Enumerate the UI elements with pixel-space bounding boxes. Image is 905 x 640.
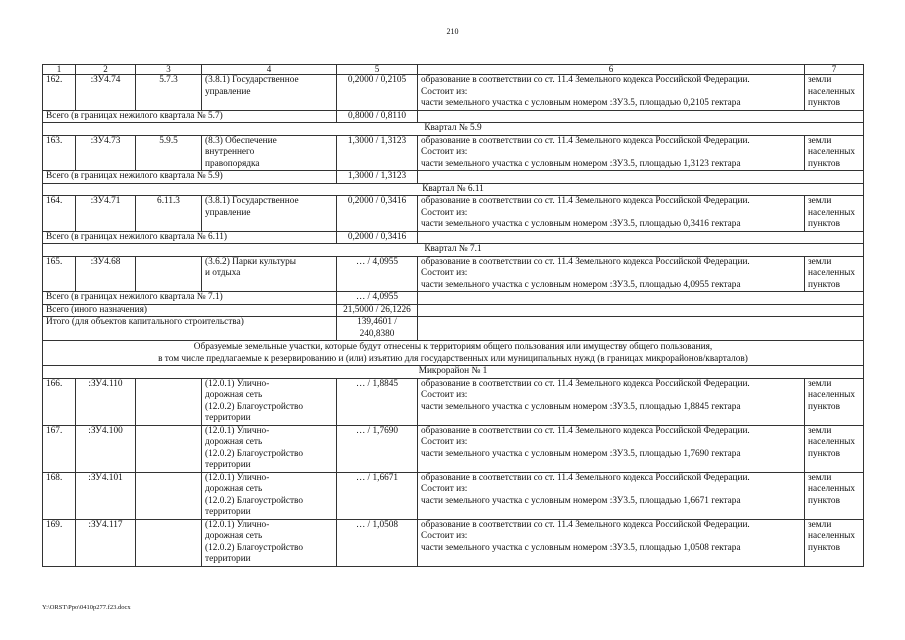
- zone-code: [136, 378, 202, 425]
- formation-method-line: Состоит из:: [421, 207, 468, 218]
- table-row: [43, 256, 864, 292]
- total-row: [43, 317, 864, 341]
- formation-method-line: Состоит из:: [421, 86, 468, 97]
- plot-area: 0,2000 / 0,2105: [337, 75, 418, 111]
- land-category-line: земли: [808, 196, 832, 206]
- section-row: [43, 244, 864, 257]
- plot-code: :ЗУ4.117: [76, 519, 136, 566]
- permitted-use: [202, 75, 337, 111]
- land-category-line: населенных: [808, 484, 856, 494]
- formation-method-line: Состоит из:: [421, 484, 468, 494]
- permitted-use-line: территории: [205, 554, 251, 564]
- permitted-use-line: (3.6.2) Парки культуры: [205, 256, 297, 267]
- formation-method-line: образование в соответствии со ст. 11.4 Земельного кодекса Российской Федерации.: [421, 425, 750, 436]
- permitted-use-line: управление: [205, 207, 251, 218]
- column-header: 1: [43, 65, 76, 75]
- formation-method: [418, 425, 805, 472]
- permitted-use-line: (12.0.1) Улично-: [205, 378, 270, 389]
- land-category-line: пунктов: [808, 495, 840, 506]
- permitted-use: [202, 256, 337, 292]
- table-body: [43, 65, 864, 567]
- formation-method: [418, 196, 805, 232]
- permitted-use-line: (3.8.1) Государственное: [205, 196, 299, 206]
- total-row: [43, 171, 864, 184]
- formation-method-line: образование в соответствии со ст. 11.4 Земельного кодекса Российской Федерации.: [421, 135, 750, 146]
- permitted-use-line: дорожная сеть: [205, 531, 263, 541]
- zone-code: [136, 256, 202, 292]
- section-row: [43, 183, 864, 196]
- formation-method-line: образование в соответствии со ст. 11.4 Земельного кодекса Российской Федерации.: [421, 196, 750, 206]
- formation-method-line: Состоит из:: [421, 268, 468, 278]
- zone-code: 5.9.5: [136, 135, 202, 171]
- plot-area: … / 1,6671: [337, 472, 418, 519]
- plot-code: :ЗУ4.68: [76, 256, 136, 292]
- land-category: [805, 519, 864, 566]
- empty-cell: [418, 110, 864, 123]
- permitted-use-line: дорожная сеть: [205, 437, 263, 447]
- permitted-use-line: правопорядка: [205, 158, 260, 169]
- formation-method-line: образование в соответствии со ст. 11.4 Земельного кодекса Российской Федерации.: [421, 75, 750, 85]
- table-row: [43, 75, 864, 111]
- permitted-use: [202, 472, 337, 519]
- zone-code: [136, 519, 202, 566]
- land-category: [805, 425, 864, 472]
- page-number: 210: [446, 27, 459, 36]
- permitted-use-line: (8.3) Обеспечение: [205, 135, 277, 146]
- permitted-use-line: (12.0.2) Благоустройство: [205, 542, 304, 553]
- permitted-use-line: (3.8.1) Государственное: [205, 75, 299, 85]
- table-row: [43, 425, 864, 472]
- header-row: [43, 65, 864, 75]
- land-category-line: пунктов: [808, 542, 840, 553]
- permitted-use-line: внутреннего: [205, 147, 255, 157]
- total-value: 21,5000 / 26,1226: [337, 304, 418, 317]
- row-number: 163.: [43, 135, 76, 171]
- row-number: 165.: [43, 256, 76, 292]
- row-number: 162.: [43, 75, 76, 111]
- permitted-use-line: (12.0.2) Благоустройство: [205, 401, 304, 412]
- land-category-line: земли: [808, 256, 832, 267]
- formation-method-line: части земельного участка с условным номером :ЗУ3.5, площадью 1,6671 гектара: [421, 495, 741, 506]
- formation-method: [418, 75, 805, 111]
- zone-code: [136, 425, 202, 472]
- land-category: [805, 378, 864, 425]
- formation-method-line: части земельного участка с условным номером :ЗУ3.5, площадью 1,3123 гектара: [421, 158, 741, 169]
- row-number: 169.: [43, 519, 76, 566]
- plot-area: … / 1,0508: [337, 519, 418, 566]
- empty-cell: [418, 317, 864, 341]
- formation-method-line: образование в соответствии со ст. 11.4 Земельного кодекса Российской Федерации.: [421, 519, 750, 530]
- formation-method: [418, 135, 805, 171]
- column-header: 2: [76, 65, 136, 75]
- empty-cell: [418, 171, 864, 184]
- plot-area: … / 1,7690: [337, 425, 418, 472]
- permitted-use-line: дорожная сеть: [205, 484, 263, 494]
- land-category-line: пунктов: [808, 448, 840, 459]
- formation-method: [418, 378, 805, 425]
- formation-method: [418, 256, 805, 292]
- formation-method-line: Состоит из:: [421, 147, 468, 157]
- empty-cell: [418, 304, 864, 317]
- land-category-line: населенных: [808, 86, 856, 97]
- land-category-line: населенных: [808, 147, 856, 157]
- formation-method: [418, 519, 805, 566]
- permitted-use: [202, 519, 337, 566]
- land-category-line: земли: [808, 135, 832, 146]
- land-category-line: населенных: [808, 531, 856, 541]
- permitted-use-line: территории: [205, 413, 251, 423]
- formation-method-line: Состоит из:: [421, 437, 468, 447]
- table-row: [43, 519, 864, 566]
- total-row: [43, 110, 864, 123]
- footer-file-path: Y:\ORST\Ppo\0410p277.f23.docx: [42, 604, 131, 611]
- empty-cell: [418, 231, 864, 244]
- plot-code: :ЗУ4.74: [76, 75, 136, 111]
- formation-method: [418, 472, 805, 519]
- quarter-heading: Квартал № 7.1: [43, 244, 864, 257]
- land-category: [805, 256, 864, 292]
- total-label: Всего (в границах нежилого квартала № 6.11): [43, 231, 337, 244]
- permitted-use: [202, 196, 337, 232]
- land-category-line: населенных: [808, 268, 856, 278]
- total-label: Всего (иного назначения): [43, 304, 337, 317]
- land-category-line: земли: [808, 378, 832, 389]
- row-number: 168.: [43, 472, 76, 519]
- quarter-heading: Квартал № 6.11: [43, 183, 864, 196]
- formation-method-line: части земельного участка с условным номером :ЗУ3.5, площадью 1,0508 гектара: [421, 542, 741, 553]
- permitted-use: [202, 425, 337, 472]
- permitted-use: [202, 135, 337, 171]
- formation-method-line: части земельного участка с условным номером :ЗУ3.5, площадью 0,3416 гектара: [421, 219, 741, 229]
- land-category-line: пунктов: [808, 98, 840, 108]
- land-category-line: населенных: [808, 437, 856, 447]
- column-header: 6: [418, 65, 805, 75]
- land-category-line: пунктов: [808, 401, 840, 412]
- formation-method-line: Состоит из:: [421, 531, 468, 541]
- land-category: [805, 472, 864, 519]
- formation-method-line: части земельного участка с условным номером :ЗУ3.5, площадью 4,0955 гектара: [421, 279, 741, 290]
- empty-cell: [418, 292, 864, 305]
- table-row: [43, 378, 864, 425]
- column-header: 4: [202, 65, 337, 75]
- column-header: 5: [337, 65, 418, 75]
- plot-area: … / 1,8845: [337, 378, 418, 425]
- land-category: [805, 135, 864, 171]
- total-row: [43, 231, 864, 244]
- land-category-line: пунктов: [808, 219, 840, 229]
- land-category-line: населенных: [808, 390, 856, 400]
- land-category-line: земли: [808, 519, 832, 530]
- land-category-line: пунктов: [808, 279, 840, 290]
- plot-code: :ЗУ4.71: [76, 196, 136, 232]
- permitted-use: [202, 378, 337, 425]
- public-plots-notice-line: в том числе предлагаемые к резервированию и (или) изъятию для государственных или муниципальных нужд (в границах микрорайонов/кварталов): [158, 354, 748, 364]
- land-category-line: земли: [808, 75, 832, 85]
- microdistrict-heading: Микрорайон № 1: [43, 366, 864, 379]
- permitted-use-line: дорожная сеть: [205, 390, 263, 400]
- formation-method-line: части земельного участка с условным номером :ЗУ3.5, площадью 0,2105 гектара: [421, 98, 741, 108]
- formation-method-line: образование в соответствии со ст. 11.4 Земельного кодекса Российской Федерации.: [421, 378, 750, 389]
- formation-method-line: части земельного участка с условным номером :ЗУ3.5, площадью 1,7690 гектара: [421, 448, 741, 459]
- section-row: [43, 123, 864, 136]
- plot-code: :ЗУ4.100: [76, 425, 136, 472]
- total-label: Всего (в границах нежилого квартала № 5.7): [43, 110, 337, 123]
- formation-method-line: образование в соответствии со ст. 11.4 Земельного кодекса Российской Федерации.: [421, 472, 750, 483]
- permitted-use-line: (12.0.1) Улично-: [205, 519, 270, 530]
- plot-area: 0,2000 / 0,3416: [337, 196, 418, 232]
- public-plots-notice-line: Образуемые земельные участки, которые будут отнесены к территориям общего пользования или имуществу общего пользования,: [193, 342, 713, 352]
- quarter-heading: Квартал № 5.9: [43, 123, 864, 136]
- total-value: … / 4,0955: [337, 292, 418, 305]
- notice-row: [43, 341, 864, 366]
- permitted-use-line: (12.0.2) Благоустройство: [205, 448, 304, 459]
- permitted-use-line: управление: [205, 86, 251, 97]
- permitted-use-line: (12.0.1) Улично-: [205, 425, 270, 436]
- plot-code: :ЗУ4.73: [76, 135, 136, 171]
- row-number: 167.: [43, 425, 76, 472]
- formation-method-line: Состоит из:: [421, 390, 468, 400]
- total-row: [43, 292, 864, 305]
- land-category: [805, 196, 864, 232]
- plot-area: 1,3000 / 1,3123: [337, 135, 418, 171]
- public-plots-notice: [43, 341, 864, 366]
- zone-code: 5.7.3: [136, 75, 202, 111]
- column-header: 3: [136, 65, 202, 75]
- total-value: 0,8000 / 0,8110: [337, 110, 418, 123]
- land-category: [805, 75, 864, 111]
- zone-code: 6.11.3: [136, 196, 202, 232]
- total-value-line: 139,4601 /: [357, 317, 397, 327]
- total-value: [337, 317, 418, 341]
- permitted-use-line: (12.0.1) Улично-: [205, 472, 270, 483]
- table-row: [43, 472, 864, 519]
- land-category-line: земли: [808, 472, 832, 483]
- zone-code: [136, 472, 202, 519]
- plot-code: :ЗУ4.110: [76, 378, 136, 425]
- total-label: Всего (в границах нежилого квартала № 5.9): [43, 171, 337, 184]
- land-plots-table: [42, 64, 864, 567]
- formation-method-line: образование в соответствии со ст. 11.4 Земельного кодекса Российской Федерации.: [421, 256, 750, 267]
- row-number: 166.: [43, 378, 76, 425]
- land-category-line: населенных: [808, 207, 856, 218]
- total-value: 1,3000 / 1,3123: [337, 171, 418, 184]
- permitted-use-line: (12.0.2) Благоустройство: [205, 495, 304, 506]
- section-row: [43, 366, 864, 379]
- permitted-use-line: и отдыха: [205, 268, 241, 278]
- plot-code: :ЗУ4.101: [76, 472, 136, 519]
- total-label: Итого (для объектов капитального строительства): [43, 317, 337, 341]
- table-row: [43, 196, 864, 232]
- permitted-use-line: территории: [205, 460, 251, 470]
- column-header: 7: [805, 65, 864, 75]
- land-category-line: земли: [808, 425, 832, 436]
- total-value: 0,2000 / 0,3416: [337, 231, 418, 244]
- total-value-line: 240,8380: [359, 328, 395, 339]
- permitted-use-line: территории: [205, 507, 251, 517]
- row-number: 164.: [43, 196, 76, 232]
- total-row: [43, 304, 864, 317]
- formation-method-line: части земельного участка с условным номером :ЗУ3.5, площадью 1,8845 гектара: [421, 401, 741, 412]
- table-row: [43, 135, 864, 171]
- land-category-line: пунктов: [808, 158, 840, 169]
- total-label: Всего (в границах нежилого квартала № 7.1): [43, 292, 337, 305]
- plot-area: … / 4,0955: [337, 256, 418, 292]
